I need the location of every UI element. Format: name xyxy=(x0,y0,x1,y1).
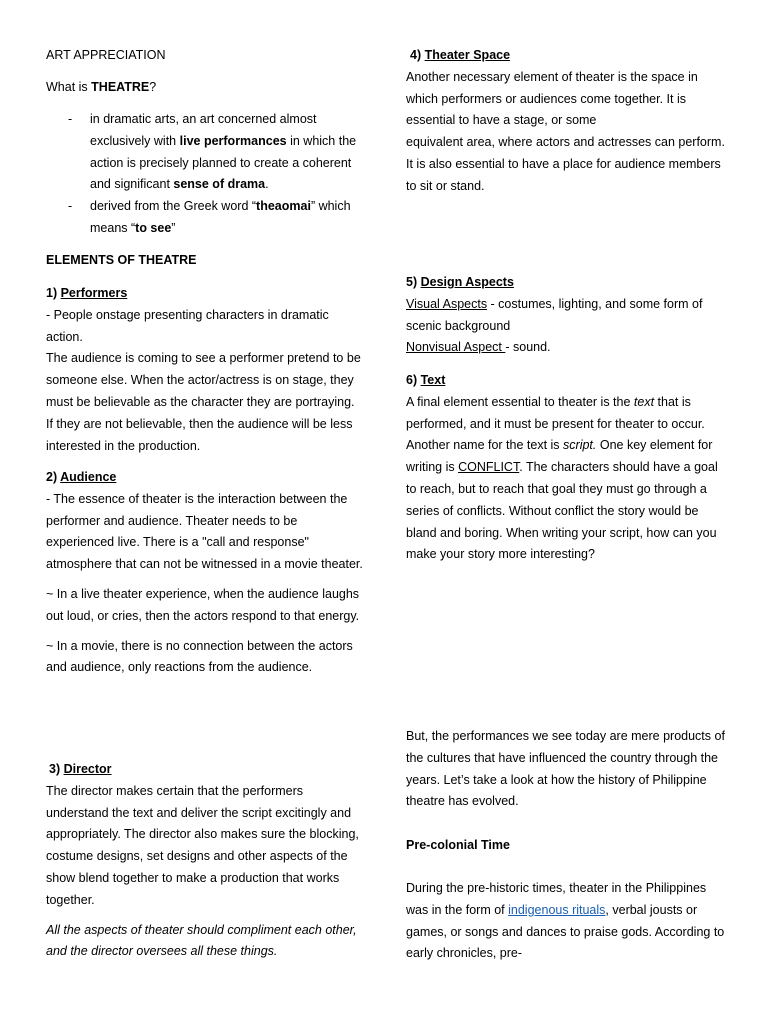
history-paragraph: But, the performances we see today are mere products of the cultures that have influenced the country through the years. Let’s take a look at how the history of Philippine theatre has evolved. xyxy=(406,729,725,809)
theatre-keyword: THEATRE xyxy=(91,80,150,94)
section-director xyxy=(46,759,364,963)
section-heading: 3) Director xyxy=(49,762,112,776)
section-heading: 1) Performers xyxy=(46,286,128,300)
section-performers xyxy=(46,283,364,457)
section-paragraph: equivalent area, where actors and actresses can perform. It is also essential to have a place for audience members to sit or stand. xyxy=(406,135,725,193)
theatre-definition-list xyxy=(46,109,364,240)
section-paragraph: ~ In a live theater experience, when the audience laughs out loud, or cries, then the actors respond to that energy. xyxy=(46,586,360,623)
section-paragraph: Visual Aspects - costumes, lighting, and some form of scenic background xyxy=(406,296,703,333)
section-paragraph: Another necessary element of theater is the space in which performers or audiences come together. It is essential to have a stage, or some xyxy=(406,69,698,128)
section-theater-space xyxy=(406,45,728,198)
section-heading: 5) Design Aspects xyxy=(406,275,514,289)
section-design-aspects xyxy=(406,272,728,359)
section-paragraph: The director makes certain that the performers understand the text and deliver the script excitingly and appropriately. The director also makes sure the blocking, costume designs, set designs and other aspects of the show blend together to make a production that works together. xyxy=(46,783,359,907)
section-paragraph: - People onstage presenting characters in dramatic action. xyxy=(46,307,329,344)
precolonial-heading: Pre-colonial Time xyxy=(406,838,510,852)
indigenous-rituals-link[interactable]: indigenous rituals xyxy=(508,902,606,917)
elements-heading: ELEMENTS OF THEATRE xyxy=(46,253,197,267)
section-audience xyxy=(46,467,364,679)
section-heading: 4) Theater Space xyxy=(410,48,511,62)
list-item: - derived from the Greek word “theaomai” which means “to see” xyxy=(68,199,351,235)
director-note: All the aspects of theater should compliment each other, and the director oversees all these things. xyxy=(46,922,357,959)
section-paragraph: A final element essential to theater is the text that is performed, and it must be present for theater to occur. Another name for the text is script. One key element for writing is CONFLICT. The characters should have a goal to reach, but to reach that goal they must go through a series of conflicts. Without conflict the story would be bland and boring. When writing your script, how can you make your story more interesting? xyxy=(406,394,718,562)
document-title: ART APPRECIATION xyxy=(46,48,166,62)
list-item: - in dramatic arts, an art concerned almost exclusively with live performances in which the action is precisely planned to create a coherent and significant sense of drama. xyxy=(68,112,357,192)
section-paragraph: - The essence of theater is the interaction between the performer and audience. Theater needs to be experienced live. There is a "call and response" atmosphere that can not be witnessed in a movie theater. xyxy=(46,491,363,572)
section-paragraph: ~ In a movie, there is no connection between the actors and audience, only reactions from the audience. xyxy=(46,638,353,675)
section-paragraph: The audience is coming to see a performer pretend to be someone else. When the actor/actress is on stage, they must be believable as the character they are portraying. If they are not believable, then the audience will be less interested in the production. xyxy=(46,351,361,453)
theatre-question: What is THEATRE? xyxy=(46,80,157,94)
section-paragraph: Nonvisual Aspect - sound. xyxy=(406,340,551,355)
section-heading: 6) Text xyxy=(406,373,446,387)
section-text xyxy=(406,370,728,566)
section-heading: 2) Audience xyxy=(46,470,117,484)
precolonial-paragraph: During the pre-historic times, theater in the Philippines was in the form of indigenous rituals, verbal jousts or games, or songs and dances to praise gods. According to early chronicles, pre- xyxy=(406,881,725,961)
